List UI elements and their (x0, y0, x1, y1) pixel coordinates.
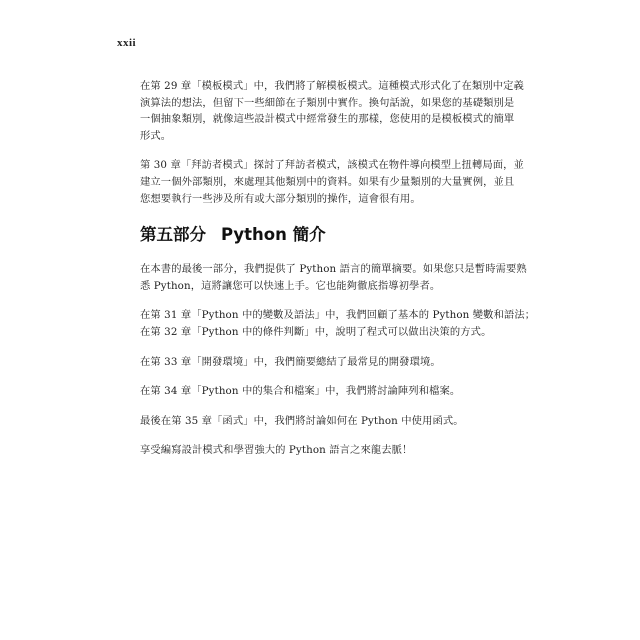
text-line: 在第 29 章「模板模式」中，我們將了解模板模式。這種模式形式化了在類別中定義 (140, 80, 524, 92)
section-heading (140, 224, 520, 246)
text-line: 一個抽象類別，就像這些設計模式中經常發生的那樣，您使用的是模板模式的簡單 (140, 113, 515, 126)
text-line: 悉 Python，這將讓您可以快速上手。它也能夠徹底指導初學者。 (140, 279, 441, 292)
text-line: 在本書的最後一部分，我們提供了 Python 語言的簡單摘要。如果您只是暫時需要熟 (140, 263, 527, 276)
paragraph-visitor-pattern (140, 157, 524, 207)
paragraph-template-pattern (140, 78, 524, 144)
text-line: 最後在第 35 章「函式」中，我們將討論如何在 Python 中使用函式。 (140, 414, 464, 427)
paragraph-closing (140, 442, 520, 459)
paragraph-python-summary (140, 261, 527, 294)
paragraph-chapter-34 (140, 383, 520, 400)
text-line: 享受編寫設計模式和學習強大的 Python 語言之來龍去脈！ (140, 444, 413, 457)
section-title-text: Python 簡介 (221, 225, 326, 245)
text-line: 在第 34 章「Python 中的集合和檔案」中，我們將討論陣列和檔案。 (140, 385, 461, 398)
text-line: 在第 32 章「Python 中的條件判斷」中，說明了程式可以做出決策的方式。 (140, 325, 492, 338)
page-number: xxii (117, 37, 137, 49)
text-line: 在第 33 章「開發環境」中，我們簡要總結了最常見的開發環境。 (140, 355, 441, 368)
section-part-label: 第五部分 (140, 225, 206, 245)
text-line: 第 30 章「拜訪者模式」探討了拜訪者模式，該模式在物件導向模型上扭轉局面，並 (140, 159, 524, 172)
text-line: 您想要執行一些涉及所有或大部分類別的操作，這會很有用。 (140, 192, 421, 205)
page-content (140, 78, 536, 459)
paragraph-chapter-33 (140, 354, 520, 371)
text-line: 建立一個外部類別，來處理其他類別中的資料。如果有少量類別的大量實例，並且 (140, 175, 515, 188)
text-line: 形式。 (140, 129, 172, 142)
paragraph-chapter-35 (140, 413, 520, 430)
text-line: 在第 31 章「Python 中的變數及語法」中，我們回顧了基本的 Python 變數和語法； (140, 309, 536, 322)
paragraph-chapters-31-32 (140, 307, 536, 340)
text-line: 演算法的想法，但留下一些細節在子類別中實作。換句話說，如果您的基礎類別是 (140, 96, 515, 109)
